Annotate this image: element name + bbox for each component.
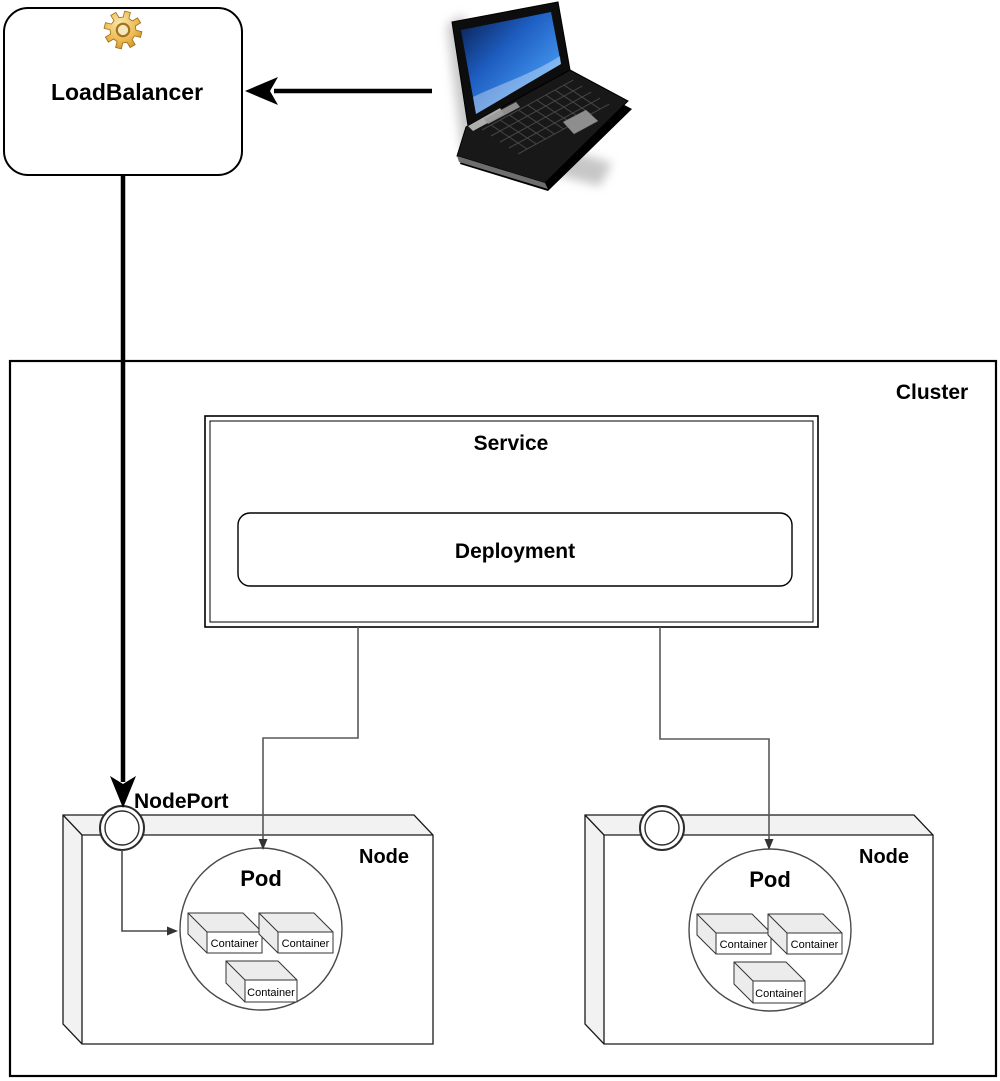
container-label: Container — [281, 938, 330, 950]
nodeport-label: NodePort — [134, 790, 229, 813]
loadbalancer-label: LoadBalancer — [50, 79, 204, 105]
client-laptop-image — [447, 2, 632, 191]
service-box — [205, 416, 818, 627]
deployment-box — [238, 513, 792, 586]
pod-label: Pod — [240, 866, 282, 891]
pod-circle-1 — [180, 848, 342, 1010]
container-label: Container — [247, 987, 295, 999]
pod-label: Pod — [749, 867, 791, 892]
node-label: Node — [859, 846, 909, 868]
cluster-label: Cluster — [895, 381, 969, 404]
container-label: Container — [210, 938, 259, 950]
loadbalancer-box — [4, 7, 242, 175]
node-label: Node — [359, 846, 409, 868]
arrow-laptop-to-loadbalancer — [245, 77, 432, 105]
nodeport-circle-2 — [640, 806, 684, 850]
container-label: Container — [790, 939, 839, 951]
service-label: Service — [473, 432, 549, 455]
container-label: Container — [719, 939, 768, 951]
pod-circle-2 — [689, 849, 851, 1011]
container-label: Container — [755, 988, 803, 1000]
deployment-label: Deployment — [454, 540, 576, 563]
arrowhead-left-icon — [245, 77, 278, 105]
